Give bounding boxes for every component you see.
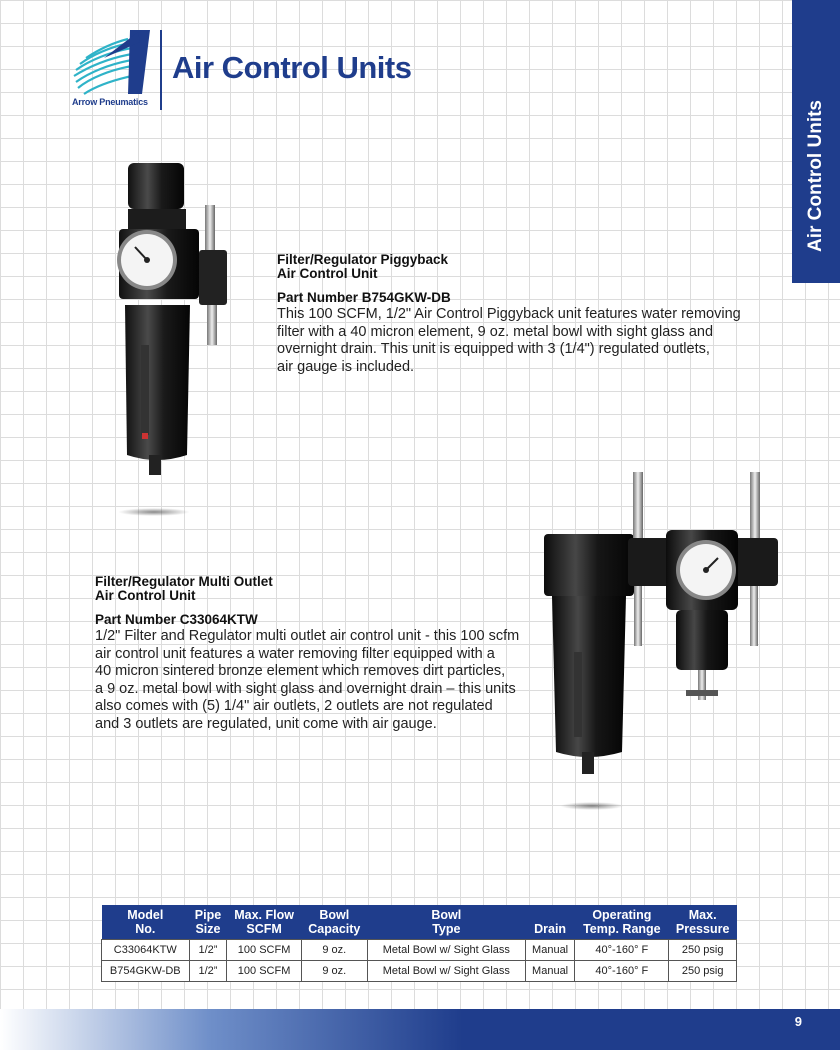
product-2-part-number: Part Number C33064KTW bbox=[95, 612, 258, 627]
product-2-title bbox=[95, 575, 273, 603]
page-title: Air Control Units bbox=[172, 50, 412, 85]
cell-bowl-type: Metal Bowl w/ Sight Glass bbox=[367, 961, 525, 982]
arrow-pneumatics-logo bbox=[70, 28, 152, 108]
header-operating-temp: Operating Temp. Range bbox=[575, 905, 669, 940]
product-2-title-line2: Air Control Unit bbox=[95, 588, 196, 603]
page-number: 9 bbox=[794, 1014, 802, 1029]
cell-model: C33064KTW bbox=[102, 940, 190, 961]
title-divider bbox=[160, 30, 162, 110]
cell-max-pressure: 250 psig bbox=[669, 940, 737, 961]
cell-max-flow: 100 SCFM bbox=[227, 940, 301, 961]
multi-outlet-unit-shadow bbox=[560, 802, 624, 810]
table-row bbox=[102, 961, 737, 982]
side-tab-label: Air Control Units bbox=[805, 100, 826, 252]
cell-bowl-capacity: 9 oz. bbox=[301, 961, 367, 982]
cell-model: B754GKW-DB bbox=[102, 961, 190, 982]
header-max-flow: Max. Flow SCFM bbox=[227, 905, 301, 940]
cell-bowl-capacity: 9 oz. bbox=[301, 940, 367, 961]
table-header-row bbox=[102, 905, 737, 940]
footer-bar bbox=[0, 1009, 840, 1050]
cell-pipe-size: 1/2” bbox=[189, 940, 227, 961]
logo-wordmark: Arrow Pneumatics bbox=[72, 97, 148, 107]
product-2-description: 1/2" Filter and Regulator multi outlet air control unit - this 100 scfm air control unit features a water removing filter equipped with a 40 micron sintered bronze element which removes dirt particles, a 9 oz. metal bowl with sight glass and overnight drain – this units also comes with (5) 1/4" air outlets, 2 outlets are not regulated and 3 outlets are regulated, unit come with air gauge. bbox=[95, 628, 520, 732]
cell-pipe-size: 1/2” bbox=[189, 961, 227, 982]
cell-operating-temp: 40°-160° F bbox=[575, 940, 669, 961]
product-1-title-line2: Air Control Unit bbox=[277, 266, 378, 281]
product-1-title bbox=[277, 253, 448, 281]
header-model: Model No. bbox=[102, 905, 190, 940]
piggyback-unit-image bbox=[95, 155, 235, 485]
header-max-pressure: Max. Pressure bbox=[669, 905, 737, 940]
table-row bbox=[102, 940, 737, 961]
cell-max-pressure: 250 psig bbox=[669, 961, 737, 982]
product-1-part-number: Part Number B754GKW-DB bbox=[277, 290, 451, 305]
product-1-description: This 100 SCFM, 1/2" Air Control Piggyback unit features water removing filter with a 40 micron element, 9 oz. metal bowl with sight glass and overnight drain. This unit is equipped with 3 (1/4") regulated outlets, air gauge is included. bbox=[277, 306, 741, 375]
piggyback-unit-shadow bbox=[118, 508, 190, 516]
header-pipe-size: Pipe Size bbox=[189, 905, 227, 940]
product-2-title-line1: Filter/Regulator Multi Outlet bbox=[95, 574, 273, 589]
header-bowl-capacity: Bowl Capacity bbox=[301, 905, 367, 940]
cell-drain: Manual bbox=[525, 940, 575, 961]
product-1-title-line1: Filter/Regulator Piggyback bbox=[277, 252, 449, 267]
header-bowl-type: Bowl Type bbox=[367, 905, 525, 940]
cell-drain: Manual bbox=[525, 961, 575, 982]
header-drain: Drain bbox=[525, 905, 575, 940]
multi-outlet-unit-image bbox=[538, 462, 790, 792]
cell-bowl-type: Metal Bowl w/ Sight Glass bbox=[367, 940, 525, 961]
specifications-table bbox=[101, 905, 737, 982]
cell-operating-temp: 40°-160° F bbox=[575, 961, 669, 982]
cell-max-flow: 100 SCFM bbox=[227, 961, 301, 982]
